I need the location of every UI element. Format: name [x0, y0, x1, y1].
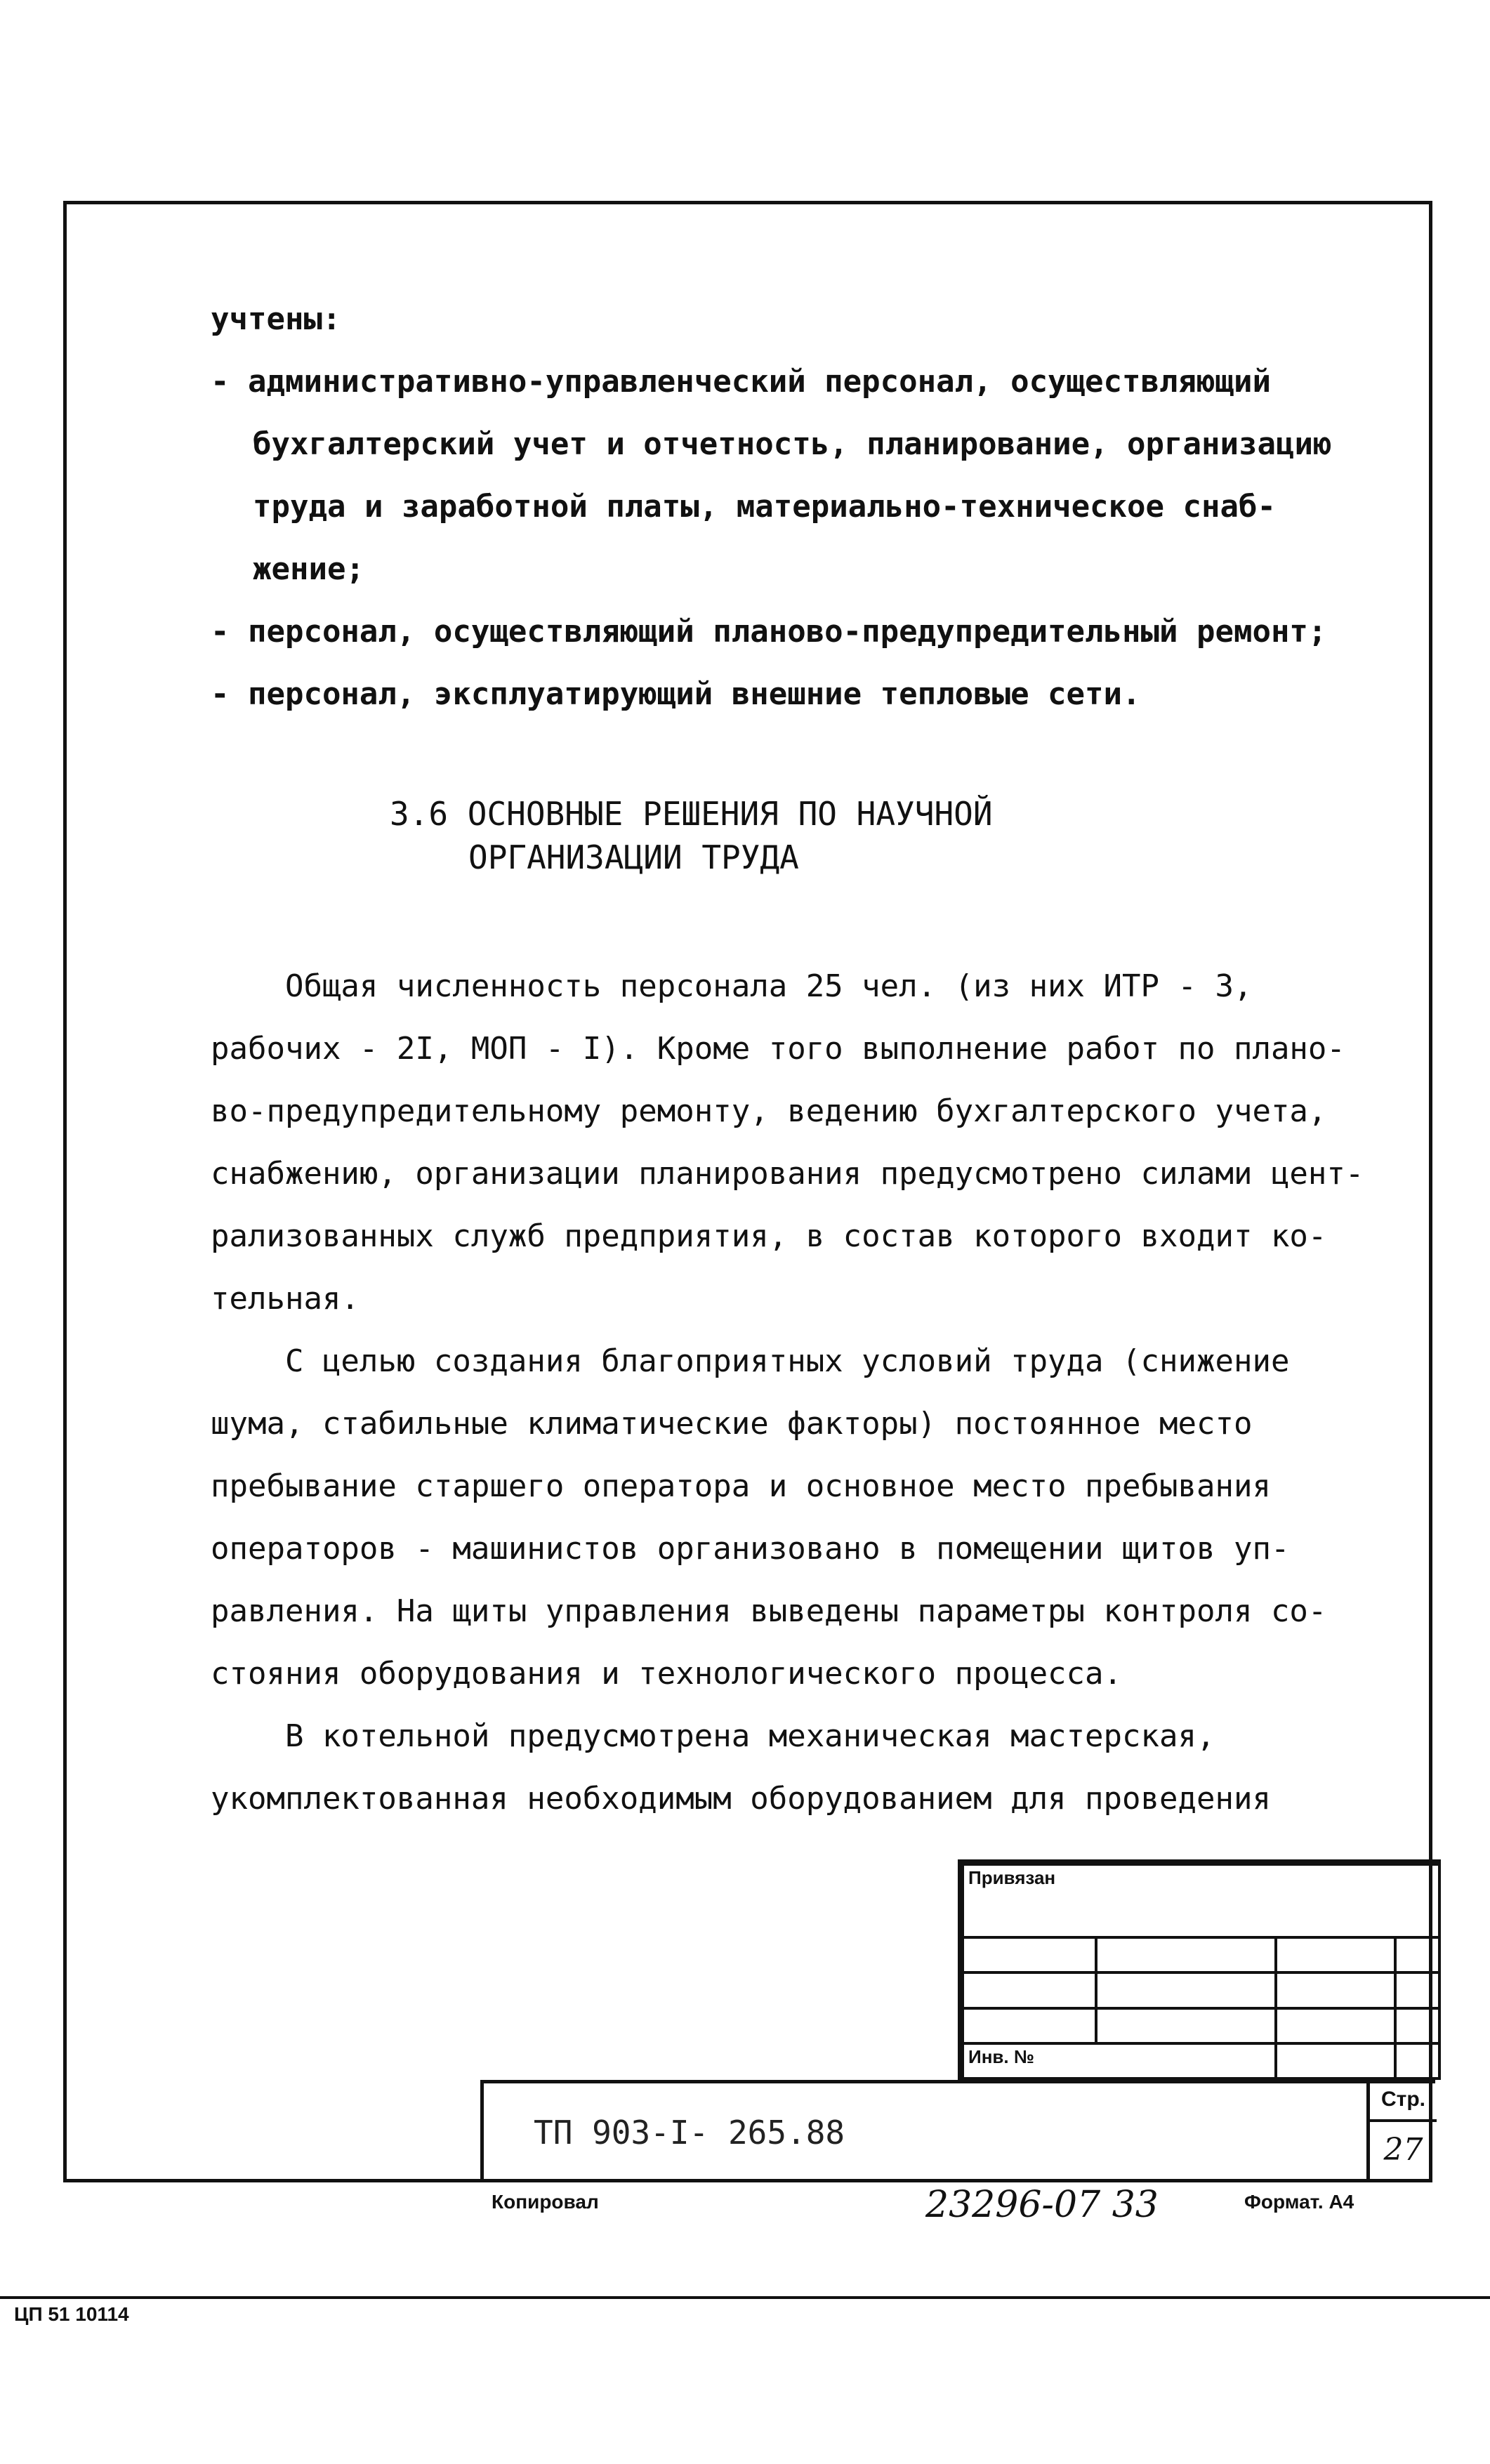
body-line: шума, стабильные климатические факторы) постоянное место	[211, 1406, 1253, 1442]
body-line: тельная.	[211, 1281, 360, 1317]
page-number: 27	[1383, 2132, 1423, 2168]
body-line: С целью создания благоприятных условий труда (снижение	[211, 1343, 1290, 1379]
body-line: рализованных служб предприятия, в состав которого входит ко-	[211, 1218, 1327, 1254]
bottom-divider	[0, 2296, 1490, 2299]
body-line: равления. На щиты управления выведены параметры контроля со-	[211, 1593, 1327, 1629]
intro-line: труда и заработной платы, материально-техническое снаб-	[253, 489, 1276, 525]
section-heading-line1: 3.6 ОСНОВНЫЕ РЕШЕНИЯ ПО НАУЧНОЙ	[390, 795, 993, 833]
page-label: Стр.	[1370, 2080, 1437, 2122]
section-heading-line2: ОРГАНИЗАЦИИ ТРУДА	[468, 838, 799, 876]
binding-stamp	[958, 1859, 1441, 2080]
body-line: операторов - машинистов организовано в помещении щитов уп-	[211, 1531, 1290, 1567]
intro-line: бухгалтерский учет и отчетность, планирование, организацию	[253, 426, 1332, 462]
body-line: во-предупредительному ремонту, ведению бухгалтерского учета,	[211, 1093, 1327, 1129]
stamp-privyazan: Привязан	[963, 1864, 1439, 1937]
intro-text	[211, 288, 1404, 725]
stamp-table	[961, 1863, 1441, 2080]
body-line: стояния оборудования и технологического процесса.	[211, 1656, 1123, 1692]
body-line: рабочих - 2I, МОП - I). Кроме того выполнение работ по плано-	[211, 1031, 1345, 1067]
page-cell	[1366, 2080, 1437, 2182]
body-line: Общая численность персонала 25 чел. (из них ИТР - 3,	[211, 968, 1253, 1004]
intro-line: жение;	[253, 551, 364, 587]
body-text	[211, 955, 1418, 1830]
footer-format: Формат. А4	[1244, 2191, 1354, 2213]
body-line: снабжению, организации планирования предусмотрено силами цент-	[211, 1156, 1364, 1192]
body-line: укомплектованная необходимым оборудованием для проведения	[211, 1781, 1271, 1817]
intro-line: - персонал, осуществляющий планово-предупредительный ремонт;	[211, 614, 1327, 650]
document-code: ТП 903-I- 265.88	[534, 2114, 845, 2152]
intro-line: - административно-управленческий персонал, осуществляющий	[211, 364, 1271, 400]
body-line: пребывание старшего оператора и основное место пребывания	[211, 1468, 1271, 1504]
footer-kopiroval: Копировал	[492, 2191, 599, 2213]
intro-line: учтены:	[211, 301, 341, 337]
body-line: В котельной предусмотрена механическая мастерская,	[211, 1718, 1215, 1754]
intro-line: - персонал, эксплуатирующий внешние тепловые сети.	[211, 676, 1141, 712]
bottom-id: ЦП 51 10114	[14, 2303, 129, 2325]
footer-handwritten-number: 23296-07 33	[925, 2184, 1159, 2226]
section-heading	[390, 792, 993, 879]
stamp-inv-no: Инв. №	[963, 2043, 1276, 2078]
